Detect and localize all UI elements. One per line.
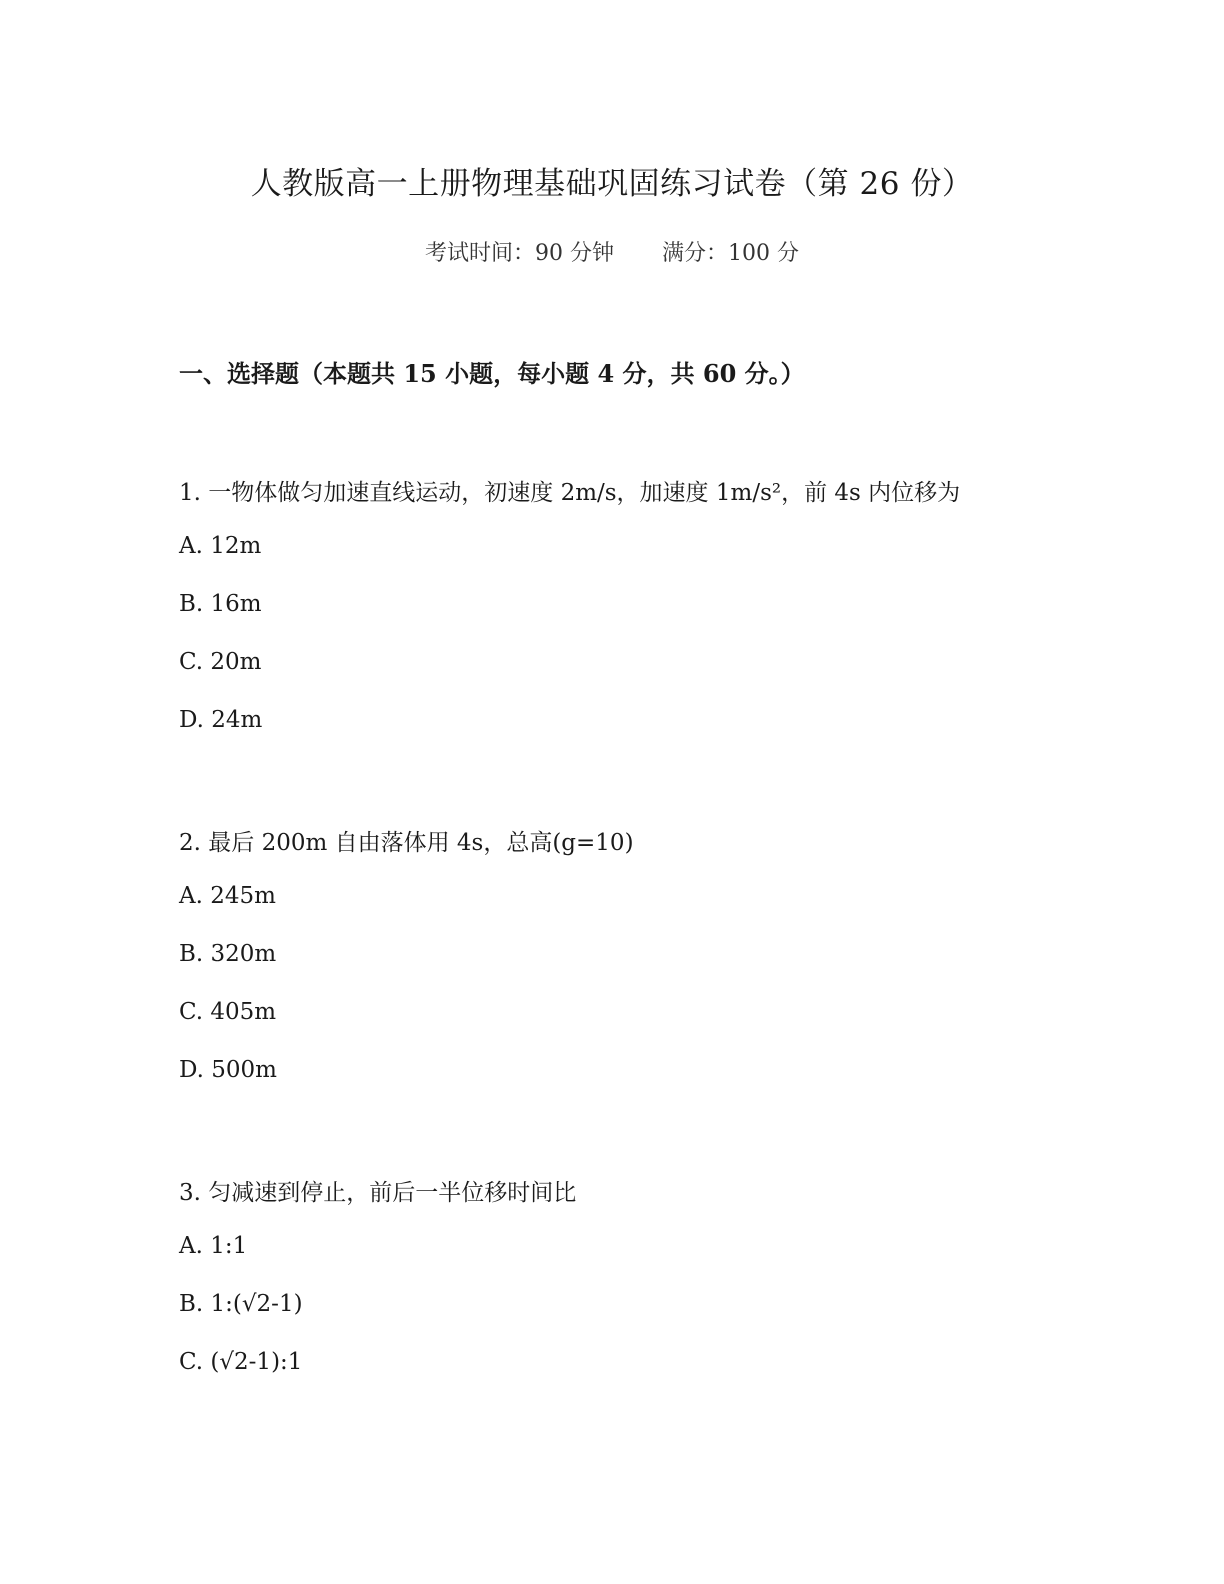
question-option: A. 245m <box>179 883 276 909</box>
question-option: C. 405m <box>179 999 277 1025</box>
question-option: A. 12m <box>179 533 262 559</box>
exam-time: 考试时间：90 分钟 <box>425 241 614 266</box>
question-option: B. 1:(√2-1) <box>179 1291 303 1317</box>
question-option: C. 20m <box>179 649 262 675</box>
question-stem: 2. 最后 200m 自由落体用 4s，总高(g=10) <box>179 830 634 856</box>
full-score: 满分：100 分 <box>662 241 799 266</box>
question-option: D. 500m <box>179 1057 277 1083</box>
question-option: B. 320m <box>179 941 277 967</box>
question-option: A. 1:1 <box>179 1233 248 1259</box>
question-stem: 3. 匀减速到停止，前后一半位移时间比 <box>179 1180 577 1206</box>
question-option: D. 24m <box>179 707 263 733</box>
question-option: C. (√2-1):1 <box>179 1349 303 1375</box>
exam-meta <box>0 236 1224 267</box>
question-option: B. 16m <box>179 591 262 617</box>
section-heading: 一、选择题（本题共 15 小题，每小题 4 分，共 60 分。） <box>179 359 805 388</box>
page-title: 人教版高一上册物理基础巩固练习试卷（第 26 份） <box>250 166 974 202</box>
question-stem: 1. 一物体做匀加速直线运动，初速度 2m/s，加速度 1m/s²，前 4s 内位移为 <box>179 480 961 506</box>
